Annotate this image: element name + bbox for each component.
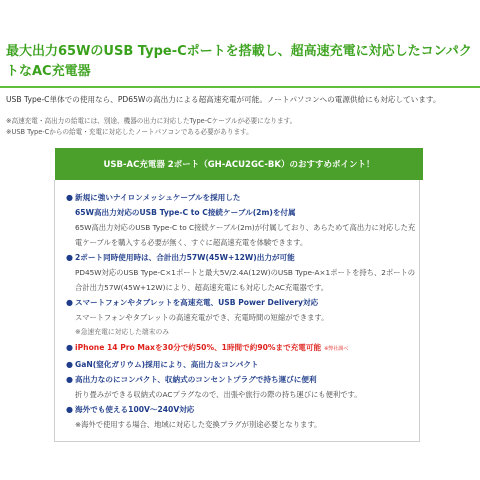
point-item xyxy=(66,295,426,310)
notes xyxy=(6,116,476,138)
intro-text: USB Type-C単体での使用なら、PD65Wの高出力による超高速充電が可能。ノートパソコンへの電源供給にも対応しています。 xyxy=(6,95,441,104)
point-detail: PD45W対応のUSB Type-C×1ポートと最大5V/2.4A(12W)のUSB Type-A×1ポートを持ち、2ポートの xyxy=(75,268,416,277)
bullet-icon: ● xyxy=(66,360,73,369)
point-detail: 65W高出力対応のUSB Type-C to C接続ケーブル(2m)が付属しており、あらためて高出力に対応した充 xyxy=(75,223,416,232)
point-heading: 海外でも使える100V〜240V対応 xyxy=(75,405,195,414)
point-item xyxy=(66,372,426,387)
point-heading: GaN(窒化ガリウム)採用により、高出力＆コンパクト xyxy=(75,360,259,369)
point-heading-highlight: iPhone 14 Pro Maxを30分で約50%、1時間で約90%まで充電可能 xyxy=(75,343,322,352)
bullet-icon: ● xyxy=(66,193,73,202)
note-1: ※高速充電・高出力の給電には、別途、機器の出力に対応したType-Cケーブルが必要になります。 xyxy=(6,117,297,125)
bullet-icon: ● xyxy=(66,343,73,352)
point-detail: スマートフォンやタブレットの高速充電ができ、充電時間の短縮ができます。 xyxy=(75,313,329,322)
point-heading: 65W高出力対応のUSB Type-C to C接続ケーブル(2m)を付属 xyxy=(75,208,296,217)
title-divider xyxy=(0,86,480,88)
point-heading: 高出力なのにコンパクト、収納式のコンセントプラグで持ち運びに便利 xyxy=(75,375,317,384)
bullet-icon: ● xyxy=(66,375,73,384)
point-note: ※急速充電に対応した端末のみ xyxy=(75,328,170,336)
point-detail: 電ケーブルを購入する必要が無く、すぐに超高速充電を体験できます。 xyxy=(75,238,308,247)
point-heading: 2ポート同時使用時は、合計出力57W(45W+12W)出力が可能 xyxy=(75,253,295,262)
note-2: ※USB Type-Cからの給電・充電に対応したノートパソコンである必要があります。 xyxy=(6,128,253,136)
point-tag: ※弊社調べ xyxy=(324,346,349,352)
point-item xyxy=(66,190,426,220)
point-heading: スマートフォンやタブレットを高速充電、USB Power Delivery対応 xyxy=(75,298,319,307)
point-item xyxy=(66,250,426,265)
point-detail: ※海外で使用する場合、地域に対応した変換プラグが別途必要となります。 xyxy=(75,420,322,429)
point-item xyxy=(66,340,426,357)
point-item xyxy=(66,402,426,417)
page-title: 最大出力65WのUSB Type-Cポートを搭載し、超高速充電に対応したコンパクトなAC充電器 xyxy=(6,44,472,79)
bullet-icon: ● xyxy=(66,253,73,262)
bullet-icon: ● xyxy=(66,298,73,307)
point-item xyxy=(66,357,426,372)
point-heading: 新規に強いナイロンメッシュケーブルを採用した xyxy=(75,193,241,202)
bullet-icon: ● xyxy=(66,405,73,414)
point-detail: 合計出力57W(45W+12W)により、超高速充電にも対応したAC充電器です。 xyxy=(75,283,329,292)
recommend-banner: USB-AC充電器 2ポート（GH-ACU2GC-BK）のおすすめポイント！ xyxy=(55,148,423,180)
point-detail: 折り畳みができる収納式のACプラグなので、出張や旅行の際の持ち運びにも便利です。 xyxy=(75,390,362,399)
points-list xyxy=(66,190,426,432)
